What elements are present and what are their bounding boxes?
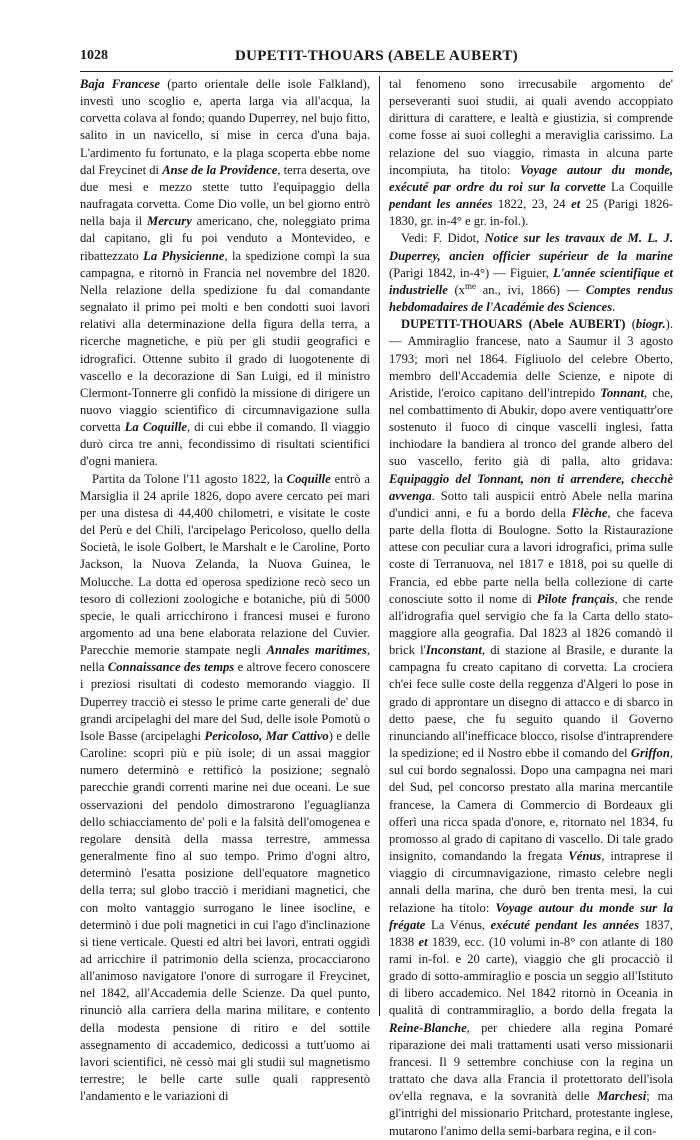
page-number: 1028: [80, 48, 108, 63]
italic-title: Mercury: [147, 214, 192, 229]
column-divider: [379, 76, 380, 1016]
italic-title: Inconstant: [425, 643, 482, 658]
entry-headword: DUPETIT-THOUARS (Abele AUBERT): [401, 317, 626, 332]
entry-dupetit-thouars: DUPETIT-THOUARS (Abele AUBERT) (biogr.). — Ammiraglio francese, nato a Saumur il 3 agosto 1793; morì nel 1864. Figliuolo del celebre Oberto, membro dell'Accademia delle Scienze, e nipote di Aristide, l'eroico capitano dell'intrepido Tonnant, che, nel combattimento di Abukir, dopo avere ventiquattr'ore sostenuto il fuoco di cinque vascelli inglesi, fatta inchiodare la bandiera al tronco del grande albero del suo vascello, ferito già di palla, alto gridava: Equipaggio del Tonnant, non ti arrendere, checchè avvenga. Sotto tali auspicii entrò Abele nella marina d'undici anni, e fu a bordo della Flèche, che faceva parte della flotta di Boulogne. Sotto la Ristaurazione attese con peculiar cura a lavori idrografici, prima sulle coste di Terranuova, nel 1817 e 1818, poi su quelle di Francia, ed ebbe parte nella bella collezione di carte conosciute sotto il nome di Pilote français, che rende all'idrografia quel servigio che fa la Carta dello stato-maggiore alla geografia. Dal 1823 al 1826 comandò il brick l'Inconstant, di stazione al Brasile, e durante la campagna fu creato capitano di corvetta. La crociera ch'ei fece sulle coste della reggenza d'Algeri lo pose in grado di approntare un disegno di attacco e di sbarco in detto paese, che fu seguito quando il Governo rinunciando all'inefficace blocco, risolse d'intraprendere la spedizione; ed il Nostro ebbe il comando del Griffon, sul cui bordo segnalossi. Dopo una campagna nei mari del Sud, pel concorso prestato alla marina mercantile francese, la Camera di Commercio di Bordeaux gli offerì una ricca spada d'onore, e, ritornato nel 1834, fu promosso al grado di capitano di vascello. Di tale grado insignito, comandando la fregata Vénus, intraprese il viaggio di circumnavigazione, rimasto celebre negli annali della marina, che durò ben trenta mesi, la cui relazione ha titolo: Voyage autour du monde sur la frégate La Vénus, exécuté pendant les années 1837, 1838 et 1839, ecc. (10 volumi in-8° con atlante di 180 rami in-fol. e 20 carte), viaggio che gli procacciò il grado di sotto-ammiraglio e poscia un seggio all'Istituto di libero accademico. Nel 1842 ritornò in Oceania in qualità di contrammiraglio, a bordo della fregata la Reine-Blanche, per chiedere alla regina Pomaré riparazione dei mali trattamenti usati verso missionarii francesi. Il 9 settembre conchiuse con la regina un trattato che dava alla Francia il protettorato dell'isola ov'ella regnava, e la sovranità delle Marchesi; ma gl'intrighi del missionario Pritchard, protestante inglese, mutarono l'animo della semi-barbara regina, e il con-: [389, 317, 674, 1138]
italic-title: biogr.: [635, 317, 666, 332]
italic-title: Tonnant: [600, 385, 644, 400]
italic-title: Griffon: [630, 746, 670, 761]
paragraph: Baja Francese (parto orientale delle isole Falkland), investì uno scoglio e, aperta larga via all'acqua, la corvetta colava al fondo; quando Duperrey, nel bujo fitto, salito in un navicello, si mise in cerca d'una baja. L'ardimento fu fortunato, e la plaga scoperta ebbe nome dal Freycinet di Anse de la Providence, terra deserta, ove due mesi e mezzo stette tutto l'equipaggio della naufragata corvetta. Come Dio volle, un bel giorno entrò nella baja il Mercury americano, che, noleggiato prima dal capitano, gli fu poi venduto a Montevideo, e ribattezzato La Physicienne, la spedizione compì la sua campagna, e ritornò in Francia nel novembre del 1820. Nella relazione della spedizione fu dal comandante segnalato il primo pei molti e ben condotti suoi lavori relativi alla determinazione della figura della terra, a ricerche magnetiche, e più per gli studii geografici e idrografici. Ottenne subito il grado di luogotenente di vascello e la decorazione di San Luigi, ed il ministro Clermont-Tonnerre gli confidò la missione di dirigere un nuovo viaggio scientifico di circumnavigazione sulla corvetta La Coquille, di cui ebbe il comando. Il viaggio durò circa tre anni, fecondissimo di risultati scientifici d'ogni maniera.: [80, 77, 371, 469]
left-column: [80, 76, 371, 1104]
italic-title: pendant les années: [389, 197, 493, 212]
italic-title: Baja Francese: [80, 77, 161, 91]
italic-title: Notice sur les travaux de M. L. J. Duperrey, ancien officier supérieur de la marine: [389, 231, 673, 263]
paragraph: Partita da Tolone l'11 agosto 1822, la Coquille entrò a Marsiglia il 24 aprile 1826, dopo avere cercato pei mari per una distesa di 44,400 chilometri, e visitate le coste del Perù e del Chilì, l'arcipelago Pericoloso, quello della Società, le isole Golbert, le Marshalt e le Caroline, Porto Jackson, la Nuova Zelanda, la Nuova Guinea, le Molucche. La dotta ed operosa spedizione recò seco un tesoro di collezioni zoologiche e botaniche, più di 5000 specie, le quali arricchirono i francesi musei e furono argomento ad una bene elaborata relazione del Cuvier. Parecchie memorie stampate negli Annales maritimes, nella Connaissance des temps e altrove fecero conoscere i preziosi risultati di codesto memorando viaggio. Il Duperrey tracciò ei stesso le prime carte generali de' due grandi arcipelaghi del mare del Sud, delle isole Pomotù o Isole Basse (arcipelaghi Pericoloso, Mar Cattivo) e delle Caroline: scoprì più e più isole; di un assai maggior numero determinò e rettificò la posizione; segnalò parecchie grandi correnti marine nei due oceani. Le sue osservazioni del pendolo dimostrarono l'eguaglianza dello schiacciamento de' poli e la falsità dell'omogenea e regolare densità della massa terrestre, ammessa generalmente fino al suo tempo. Primo d'ogni altro, determinò l'esatta posizione dell'equatore magnetico della terra; sul globo tracciò i meridiani magnetici, che con molto vantaggio surrogano le linee isocline, e determinò i due poli magnetici in cui l'ago d'inclinazione si tiene verticale. Questi ed altri bei lavori, entrati oggidì ad arricchire il patrimonio della scienza, procacciarono all'animoso navigatore l'onore di surrogare il Freycinet, nel 1842, all'Accademia delle Scienze. Da quel punto, rinunciò alla carriera della marina militare, e contento della modesta pensione di ritiro e del sottile assegnamento di accademico, dedicossi a tutt'uomo ai lavori scientifici, nè cessò mai gli studii sul magnetismo terrestre; le belle carte sulle quali rappresentò l'andamento e le variazioni di: [80, 471, 371, 1104]
running-title: DUPETIT-THOUARS (ABELE AUBERT): [235, 48, 518, 64]
right-column: [389, 76, 674, 1138]
italic-title: La Physicienne: [143, 248, 225, 263]
italic-title: Voyage autour du monde, exécuté par ordre du roi sur la corvette: [389, 162, 673, 194]
italic-title: Vénus: [568, 849, 602, 864]
italic-title: et: [418, 934, 428, 949]
italic-title: et: [571, 197, 581, 212]
italic-title: Marchesi: [597, 1089, 647, 1104]
italic-title: La Coquille: [124, 420, 187, 435]
italic-title: Pilote français: [536, 591, 615, 606]
italic-title: Annales maritimes: [266, 643, 367, 658]
italic-title: exécuté pendant les années: [490, 917, 640, 932]
italic-title: L'année scientifique et industrielle: [389, 265, 673, 297]
italic-title: Coquille: [286, 471, 331, 486]
header-rule: [80, 71, 673, 72]
superscript: me: [464, 280, 476, 291]
page-header: [80, 44, 673, 70]
italic-title: Reine-Blanche: [389, 1020, 467, 1035]
italic-title: Anse de la Providence: [162, 162, 278, 177]
paragraph: Vedi: F. Didot, Notice sur les travaux de M. L. J. Duperrey, ancien officier supérieur de la marine (Parigi 1842, in-4°) — Figuier, L'année scientifique et industrielle ($x^{me}$ an., ivi, 1866) — Comptes rendus hebdomadaires de l'Académie des Sciences.: [389, 231, 673, 315]
italic-title: Flèche: [571, 505, 608, 520]
italic-title: Connaissance des temps: [107, 660, 235, 675]
italic-title: Pericoloso, Mar Cattivo: [204, 728, 329, 743]
italic-title: Voyage autour du monde sur la frégate: [389, 900, 673, 932]
italic-title: Equipaggio del Tonnant, non ti arrendere, checchè avvenga: [389, 471, 673, 503]
paragraph: tal fenomeno sono irrecusabile argomento de' perseveranti suoi studii, ai quali avendo accoppiato dirittura di carattere, e lealtà e giustizia, si comprende come fosse ai suoi colleghi a meraviglia carissimo. La relazione del suo viaggio, rimasta in alcuna parte incompiuta, ha titolo: Voyage autour du monde, exécuté par ordre du roi sur la corvette La Coquille pendant les années 1822, 23, 24 et 25 (Parigi 1826-1830, gr. in-4° e gr. in-fol.).: [389, 77, 673, 229]
italic-title: Comptes rendus hebdomadaires de l'Académie des Sciences: [389, 282, 673, 315]
